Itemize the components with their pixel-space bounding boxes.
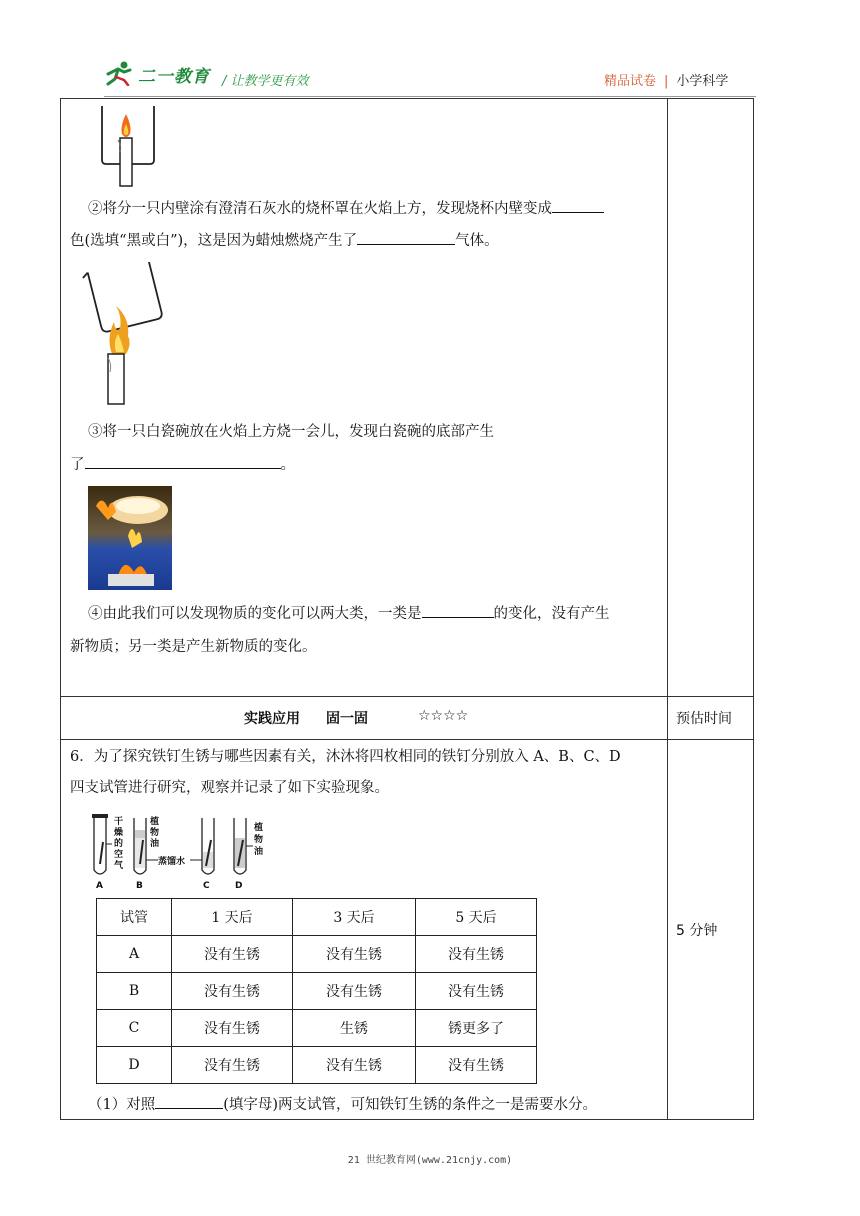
table-cell: 没有生锈 [293,973,416,1010]
q6-line2: 四支试管进行研究，观察并记录了如下实验现象。 [70,780,389,796]
svg-text:的: 的 [114,839,124,849]
step3-part2: 了 [70,457,85,473]
table-header-cell: 5 天后 [416,899,537,936]
tube-label-a: A [96,881,103,891]
svg-text:植: 植 [150,817,160,827]
step4-text [88,602,668,625]
table-row [97,1010,537,1047]
step3-text-cont [70,453,660,476]
table-header-row [97,899,537,936]
table-cell: 没有生锈 [172,1047,293,1084]
step2-blank-gas[interactable] [357,229,455,245]
q6-sub1-blank[interactable] [155,1093,223,1109]
bowl-flame-photo [88,486,172,590]
time-header: 预估时间 [676,711,732,727]
brand-slogan: / 让教学更有效 [222,74,309,89]
tube-label-d: D [235,881,243,891]
section-subtitle: 固一固 [326,711,368,727]
svg-text:油: 油 [254,847,264,857]
table-header-cell: 1 天后 [172,899,293,936]
step2-part1: ②将分一只内壁涂有澄清石灰水的烧杯罩在火焰上方，发现烧杯内壁变成 [88,201,552,217]
header-subject: 小学科学 [676,74,729,89]
svg-text:蒸馏水: 蒸馏水 [158,857,186,867]
difficulty-stars: ☆☆☆☆ [418,708,469,724]
header-tag: 精品试卷 [604,74,657,89]
candle-glass-figure [88,100,158,190]
table-header-cell: 3 天后 [293,899,416,936]
table-cell: 没有生锈 [416,1047,537,1084]
step3-part3: 。 [280,457,295,473]
step2-text [88,197,668,220]
table-cell: 没有生锈 [416,936,537,973]
q6-line1: 6．为了探究铁钉生锈与哪些因素有关，沐沐将四枚相同的铁钉分别放入 A、B、C、D [70,749,621,765]
svg-text:植: 植 [254,823,264,833]
table-cell: 没有生锈 [293,936,416,973]
label-dry: 干 [114,817,124,827]
table-cell: B [97,973,172,1010]
tube-label-c: C [203,881,210,891]
table-cell: C [97,1010,172,1047]
row-divider-bottom [60,739,754,740]
brand-name: 二一教育 [138,67,210,87]
table-cell: 没有生锈 [172,1010,293,1047]
time-value: 5 分钟 [676,923,718,939]
q6-sub1-part2: (填字母)两支试管，可知铁钉生锈的条件之一是需要水分。 [223,1097,598,1113]
header-separator: | [664,74,669,89]
table-row [97,936,537,973]
step2-blank-color[interactable] [552,197,604,213]
step4-blank[interactable] [422,602,494,618]
step2-text-cont [70,229,660,252]
svg-text:燥: 燥 [114,828,124,838]
test-tubes-figure [88,812,274,892]
table-cell: 没有生锈 [172,936,293,973]
step2-part2: 色(选填“黑或白”)，这是因为蜡烛燃烧产生了 [70,233,358,249]
svg-text:空: 空 [114,850,124,860]
step4-text-cont: 新物质；另一类是产生新物质的变化。 [70,639,317,655]
step3-blank[interactable] [85,453,281,469]
header-right [604,70,728,89]
table-row [97,1047,537,1084]
rust-observation-table [96,898,537,1084]
svg-text:物: 物 [150,828,160,838]
q6-sub1 [88,1093,668,1116]
table-cell: 没有生锈 [293,1047,416,1084]
table-header-cell: 试管 [97,899,172,936]
svg-text:气: 气 [114,861,124,871]
table-cell: 没有生锈 [416,973,537,1010]
tube-label-b: B [136,881,143,891]
page-footer: 21 世纪教育网(www.21cnjy.com) [347,1155,513,1166]
header-divider [104,96,756,97]
table-cell: A [97,936,172,973]
running-man-logo-icon [104,60,134,86]
row-divider-top [60,696,754,697]
table-cell: 生锈 [293,1010,416,1047]
step4-part2: 的变化，没有产生 [493,606,610,622]
section-title: 实践应用 [244,711,300,727]
q6-sub1-part1: （1）对照 [88,1097,156,1113]
table-cell: D [97,1047,172,1084]
svg-text:物: 物 [254,835,264,845]
table-cell: 没有生锈 [172,973,293,1010]
svg-text:油: 油 [150,839,160,849]
step2-part3: 气体。 [455,233,499,249]
table-row [97,973,537,1010]
candle-beaker-figure [82,262,172,407]
table-cell: 锈更多了 [416,1010,537,1047]
step3-text: ③将一只白瓷碗放在火焰上方烧一会儿，发现白瓷碗的底部产生 [88,424,494,440]
step4-part1: ④由此我们可以发现物质的变化可以两大类，一类是 [88,606,422,622]
